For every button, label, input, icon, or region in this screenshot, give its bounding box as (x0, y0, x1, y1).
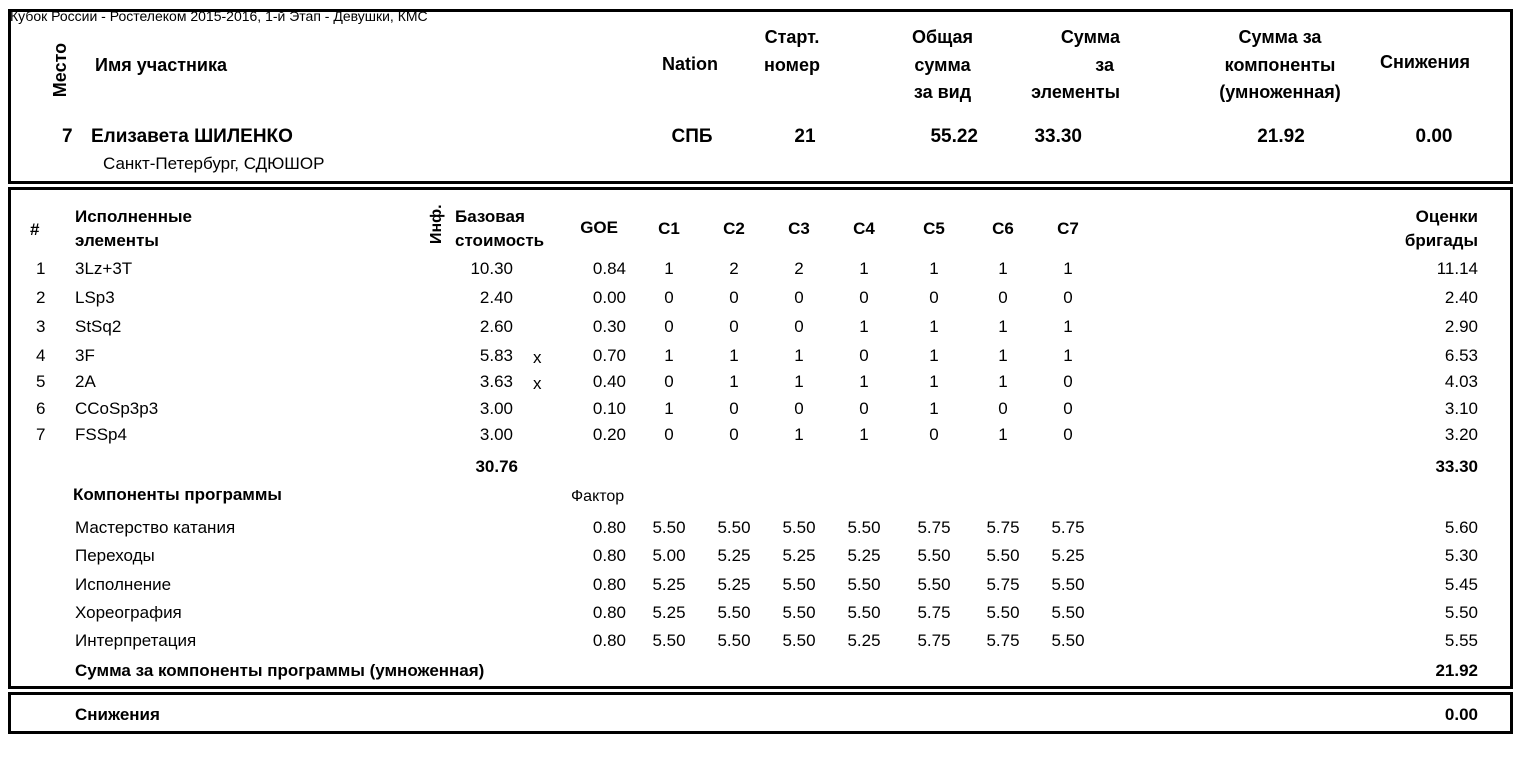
element-judge-score: 1 (729, 346, 739, 365)
element-goe: 0.20 (592, 425, 626, 444)
component-panel-score: 5.60 (1444, 518, 1478, 537)
component-judge-score: 5.75 (917, 518, 951, 537)
component-judge-score: 5.75 (986, 518, 1020, 537)
deductions-box (8, 692, 1513, 734)
element-judge-score: 1 (929, 259, 939, 278)
component-judge-score: 5.50 (986, 546, 1020, 565)
element-judge-score: 1 (1063, 317, 1073, 336)
deductions-label: Снижения (75, 705, 160, 724)
element-panel-score: 2.40 (1444, 288, 1478, 307)
element-judge-score: 2 (729, 259, 739, 278)
element-number: 6 (36, 399, 46, 418)
component-judge-score: 5.75 (986, 631, 1020, 650)
element-judge-score: 0 (859, 399, 869, 418)
judge-header-6: C6 (992, 219, 1014, 238)
component-judge-score: 5.50 (717, 603, 751, 622)
element-info-flag: x (533, 348, 542, 367)
component-judge-score: 5.50 (917, 575, 951, 594)
element-judge-score: 1 (664, 399, 674, 418)
element-goe: 0.30 (592, 317, 626, 336)
element-judge-score: 0 (664, 317, 674, 336)
event-title: Кубок России - Ростелеком 2015-2016, 1-й Этап - Девушки, КМС (10, 8, 428, 24)
executed-elements-header: Исполненные элементы (75, 207, 192, 250)
element-base-value: 2.40 (479, 288, 513, 307)
place-header: Место (50, 42, 70, 98)
component-factor: 0.80 (592, 546, 626, 565)
element-panel-score: 3.10 (1444, 399, 1478, 418)
element-judge-score: 1 (998, 317, 1008, 336)
component-name: Интерпретация (75, 631, 197, 650)
element-judge-score: 0 (1063, 399, 1073, 418)
component-judge-score: 5.50 (1051, 631, 1085, 650)
element-name: StSq2 (75, 317, 122, 336)
element-number-header: # (30, 220, 40, 239)
judge-header-3: C3 (788, 219, 810, 238)
element-base-value: 3.63 (479, 372, 513, 391)
component-judge-score: 5.50 (917, 546, 951, 565)
component-judge-score: 5.50 (847, 518, 881, 537)
element-judge-score: 1 (859, 317, 869, 336)
element-judge-score: 1 (664, 259, 674, 278)
component-panel-score: 5.45 (1444, 575, 1478, 594)
element-judge-score: 0 (794, 317, 804, 336)
total-score-header: Общая сумма за вид (911, 27, 974, 102)
component-judge-score: 5.50 (986, 603, 1020, 622)
component-judge-score: 5.50 (782, 603, 816, 622)
element-judge-score: 1 (929, 346, 939, 365)
element-name: CCoSp3p3 (75, 399, 159, 418)
element-judge-score: 1 (859, 425, 869, 444)
element-goe: 0.70 (592, 346, 626, 365)
element-score-total: 33.30 (1435, 457, 1478, 476)
component-judge-score: 5.50 (847, 575, 881, 594)
component-judge-score: 5.25 (717, 575, 751, 594)
element-panel-score: 3.20 (1444, 425, 1478, 444)
skater-element-score: 33.30 (1034, 126, 1082, 147)
element-number: 5 (36, 372, 46, 391)
component-judge-score: 5.50 (717, 518, 751, 537)
element-judge-score: 1 (998, 346, 1008, 365)
element-judge-score: 0 (929, 288, 939, 307)
base-value-total: 30.76 (475, 457, 518, 476)
component-judge-score: 5.75 (1051, 518, 1085, 537)
components-total-score: 21.92 (1435, 661, 1478, 680)
element-judge-score: 1 (794, 346, 804, 365)
element-judge-score: 1 (794, 372, 804, 391)
element-base-value: 10.30 (470, 259, 513, 278)
components-title: Компоненты программы (73, 485, 282, 504)
element-goe: 0.10 (592, 399, 626, 418)
element-score-header: Сумма за элементы (1031, 27, 1120, 102)
element-judge-score: 1 (859, 372, 869, 391)
component-name: Мастерство катания (75, 518, 236, 537)
component-judge-score: 5.25 (1051, 546, 1085, 565)
element-name: 3Lz+3T (75, 259, 133, 278)
component-judge-score: 5.25 (652, 575, 686, 594)
element-name: 2A (75, 372, 96, 391)
nation-header: Nation (662, 54, 718, 74)
component-judge-score: 5.25 (717, 546, 751, 565)
element-base-value: 5.83 (479, 346, 513, 365)
element-judge-score: 0 (664, 425, 674, 444)
skater-start-number: 21 (794, 126, 816, 147)
deductions-score: 0.00 (1444, 705, 1478, 724)
component-judge-score: 5.25 (847, 546, 881, 565)
element-judge-score: 1 (729, 372, 739, 391)
skater-nation: СПБ (671, 126, 713, 147)
skater-club: Санкт-Петербург, СДЮШОР (103, 154, 325, 173)
element-judge-score: 0 (664, 288, 674, 307)
element-judge-score: 0 (1063, 425, 1073, 444)
element-judge-score: 0 (794, 399, 804, 418)
component-judge-score: 5.50 (782, 575, 816, 594)
element-judge-score: 0 (859, 288, 869, 307)
element-judge-score: 1 (998, 425, 1008, 444)
component-score-header: Сумма за компоненты (умноженная) (1219, 27, 1341, 102)
element-judge-score: 0 (998, 288, 1008, 307)
element-panel-score: 4.03 (1444, 372, 1478, 391)
element-judge-score: 1 (1063, 346, 1073, 365)
component-judge-score: 5.25 (847, 631, 881, 650)
element-base-value: 3.00 (479, 399, 513, 418)
skater-total-score: 55.22 (930, 126, 978, 147)
element-judge-score: 1 (664, 346, 674, 365)
deductions-header: Снижения (1380, 52, 1470, 72)
element-number: 4 (36, 346, 46, 365)
element-judge-score: 1 (998, 259, 1008, 278)
component-judge-score: 5.50 (652, 631, 686, 650)
start-number-header: Старт. номер (764, 27, 820, 75)
info-header: Инф. (428, 204, 445, 244)
name-header: Имя участника (95, 55, 228, 75)
element-judge-score: 0 (859, 346, 869, 365)
element-judge-score: 1 (998, 372, 1008, 391)
element-panel-score: 11.14 (1436, 259, 1478, 278)
element-base-value: 3.00 (479, 425, 513, 444)
element-judge-score: 1 (929, 399, 939, 418)
goe-header: GOE (580, 218, 618, 237)
component-factor: 0.80 (592, 575, 626, 594)
component-judge-score: 5.50 (1051, 603, 1085, 622)
component-judge-score: 5.50 (782, 631, 816, 650)
element-judge-score: 1 (859, 259, 869, 278)
component-judge-score: 5.00 (652, 546, 686, 565)
component-judge-score: 5.50 (847, 603, 881, 622)
judge-header-4: C4 (853, 219, 875, 238)
component-panel-score: 5.55 (1444, 631, 1478, 650)
element-panel-score: 6.53 (1444, 346, 1478, 365)
element-judge-score: 1 (1063, 259, 1073, 278)
component-name: Хореография (75, 603, 182, 622)
judge-header-2: C2 (723, 219, 745, 238)
component-judge-score: 5.50 (782, 518, 816, 537)
element-judge-score: 1 (794, 425, 804, 444)
element-judge-score: 0 (1063, 372, 1073, 391)
element-judge-score: 0 (664, 372, 674, 391)
element-judge-score: 0 (729, 288, 739, 307)
component-panel-score: 5.50 (1444, 603, 1478, 622)
components-total-label: Сумма за компоненты программы (умноженная) (75, 661, 485, 680)
component-name: Исполнение (75, 575, 172, 594)
component-factor: 0.80 (592, 631, 626, 650)
judge-header-7: C7 (1057, 219, 1079, 238)
element-judge-score: 0 (794, 288, 804, 307)
element-name: LSp3 (75, 288, 115, 307)
component-judge-score: 5.75 (917, 631, 951, 650)
element-judge-score: 1 (929, 317, 939, 336)
component-factor: 0.80 (592, 518, 626, 537)
component-name: Переходы (75, 546, 155, 565)
component-judge-score: 5.50 (652, 518, 686, 537)
base-value-header: Базовая стоимость (455, 207, 545, 250)
skater-name: Елизавета ШИЛЕНКО (91, 126, 293, 147)
skater-component-score: 21.92 (1257, 126, 1305, 147)
element-number: 2 (36, 288, 46, 307)
element-name: 3F (75, 346, 95, 365)
component-judge-score: 5.25 (652, 603, 686, 622)
element-name: FSSp4 (75, 425, 127, 444)
element-goe: 0.00 (592, 288, 626, 307)
skater-deductions: 0.00 (1415, 126, 1453, 147)
judge-header-1: C1 (658, 219, 680, 238)
element-judge-score: 0 (998, 399, 1008, 418)
element-panel-score: 2.90 (1444, 317, 1478, 336)
element-base-value: 2.60 (479, 317, 513, 336)
element-judge-score: 0 (929, 425, 939, 444)
judge-header-5: C5 (923, 219, 945, 238)
element-judge-score: 0 (729, 317, 739, 336)
element-number: 3 (36, 317, 46, 336)
element-info-flag: x (533, 374, 542, 393)
factor-header: Фактор (571, 488, 625, 505)
panel-score-header: Оценки бригады (1404, 207, 1478, 250)
component-judge-score: 5.75 (986, 575, 1020, 594)
element-goe: 0.84 (592, 259, 626, 278)
element-judge-score: 0 (1063, 288, 1073, 307)
element-judge-score: 0 (729, 399, 739, 418)
element-judge-score: 1 (929, 372, 939, 391)
component-judge-score: 5.50 (717, 631, 751, 650)
element-judge-score: 0 (729, 425, 739, 444)
element-judge-score: 2 (794, 259, 804, 278)
component-judge-score: 5.50 (1051, 575, 1085, 594)
component-judge-score: 5.25 (782, 546, 816, 565)
skater-rank: 7 (62, 126, 73, 147)
component-judge-score: 5.75 (917, 603, 951, 622)
component-factor: 0.80 (592, 603, 626, 622)
component-panel-score: 5.30 (1444, 546, 1478, 565)
element-goe: 0.40 (592, 372, 626, 391)
element-number: 7 (36, 425, 46, 444)
element-number: 1 (36, 259, 46, 278)
